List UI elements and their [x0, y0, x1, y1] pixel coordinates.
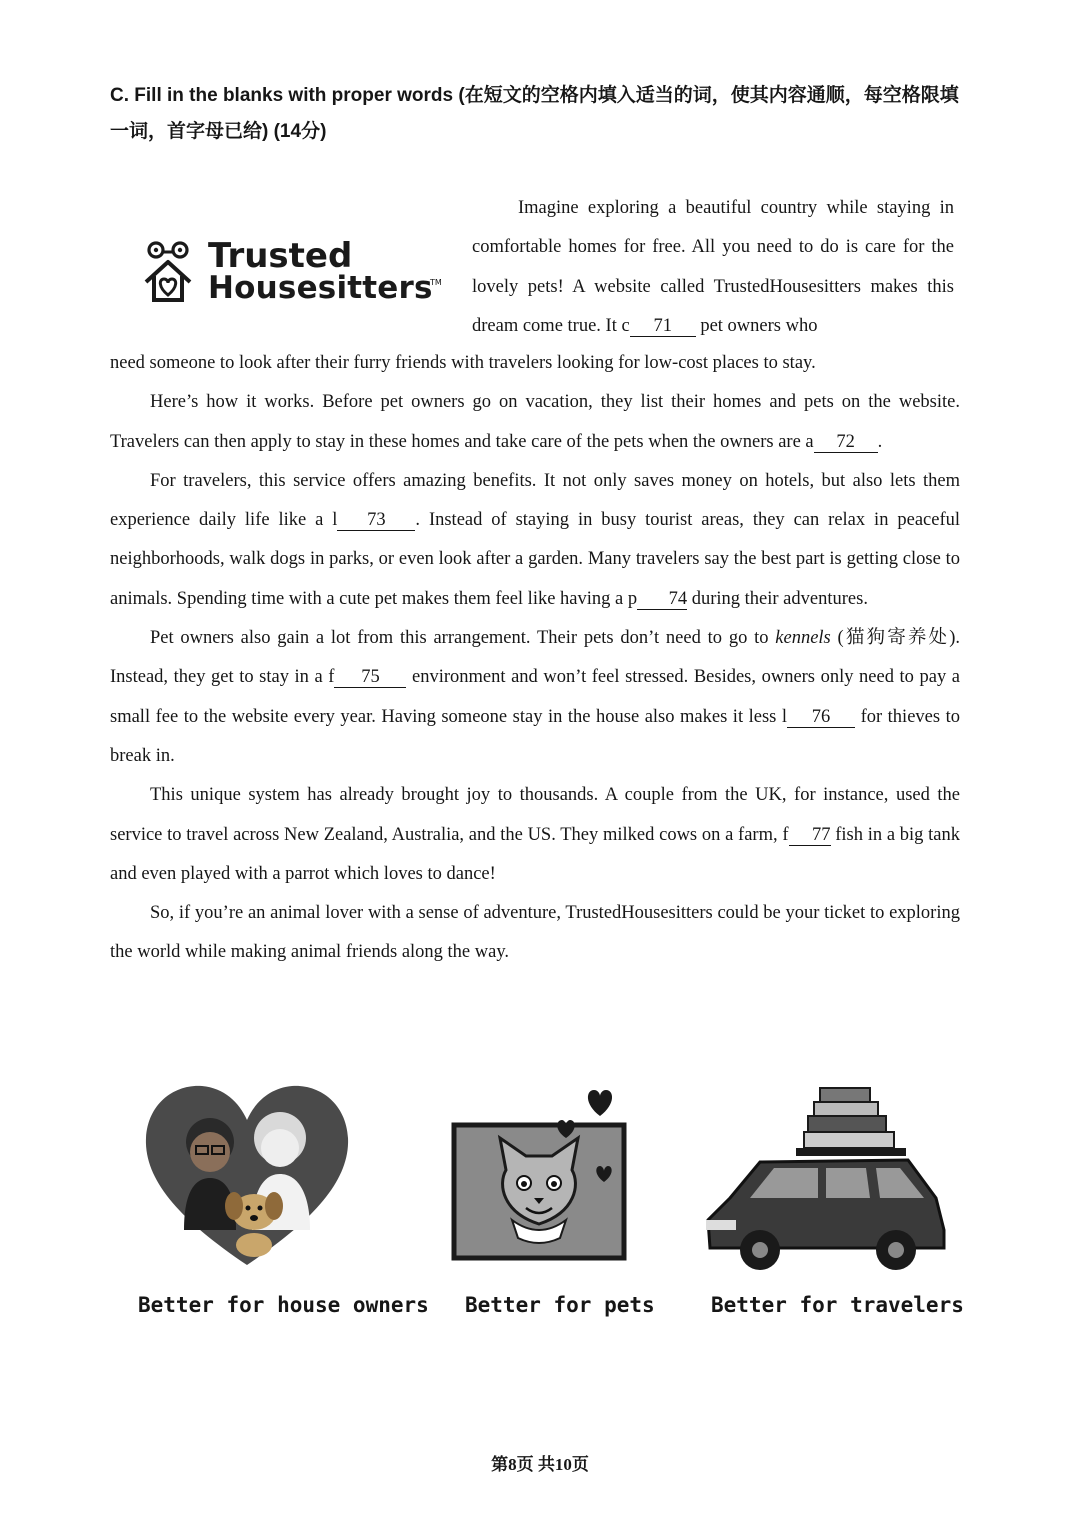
p2-end: . — [877, 431, 883, 452]
blank-74[interactable] — [637, 589, 687, 610]
blank-75-letter: f — [328, 667, 335, 688]
p4-text-4: for thieves to break in. — [110, 706, 960, 766]
logo-trademark: TM — [430, 278, 442, 287]
intro-text: Imagine exploring a beautiful country while staying in comfortable homes for free. All you need to do is care for the lovely pets! A website called TrustedHousesitters makes this dream come true. It — [472, 198, 954, 336]
caption-pets: Better for pets — [465, 1293, 655, 1317]
blank-72-number: 72 — [836, 431, 855, 452]
paragraph-2 — [110, 383, 960, 462]
blank-74-number: 74 — [668, 588, 688, 609]
p5-text-2: fish in a big tank and even played with a parrot which loves to dance! — [110, 824, 961, 884]
p4-text-3: environment and won’t feel stressed. Besides, owners only need to pay a small fee to the website every year. Having someone stay in the house also makes it less — [110, 667, 960, 727]
blank-73[interactable] — [337, 510, 415, 531]
caption-house-owners: Better for house owners — [138, 1293, 429, 1317]
logo-line1: Trusted — [208, 236, 353, 276]
paragraph-3 — [110, 462, 960, 619]
article-body — [110, 344, 960, 973]
p5-text-1: This unique system has already brought joy to thousands. A couple from the UK, for instance, used the service to travel across New Zealand, Australia, and the US. They milked cows on a farm, — [110, 785, 960, 845]
blank-77-number: 77 — [812, 824, 831, 845]
blank-73-number: 73 — [367, 510, 386, 531]
paragraph-5 — [110, 776, 960, 894]
heart-couple-dog-image — [140, 1080, 355, 1270]
blank-72-letter: a — [805, 431, 814, 452]
paragraph-6: So, if you’re an animal lover with a sense of adventure, TrustedHousesitters could be your ticket to exploring the world while making animal friends along the way. — [110, 903, 960, 963]
intro-text-end: pet owners who — [695, 315, 818, 336]
blank-71-number: 71 — [653, 315, 672, 336]
kennels-word: kennels — [775, 628, 831, 649]
blank-73-letter: l — [332, 510, 338, 531]
house-heart-icon — [142, 240, 202, 306]
blank-71[interactable] — [630, 316, 696, 337]
blank-76-letter: l — [781, 706, 788, 727]
p4-text-2: (猫狗寄养处). Instead, they get to stay in a — [110, 628, 960, 688]
paragraph-4 — [110, 619, 960, 776]
blank-74-letter: p — [627, 588, 638, 609]
section-heading: C. Fill in the blanks with proper words (在短文的空格内填入适当的词，使其内容通顺，每空格限填一词，首字母已给) (14分) — [110, 85, 959, 142]
p2-text: Here’s how it works. Before pet owners go on vacation, they list their homes and pets on the website. Travelers can then apply to stay in these homes and take care of the pets when the owners are — [110, 392, 960, 452]
page-number: 第8页 共10页 — [491, 1455, 589, 1474]
blank-77-letter: f — [782, 824, 789, 845]
illustrations — [0, 1075, 1080, 1275]
blank-76-number: 76 — [811, 706, 831, 727]
trusted-housesitters-logo — [142, 236, 442, 312]
paragraph-1-continued: need someone to look after their furry friends with travelers looking for low-cost places to stay. — [110, 353, 816, 373]
blank-72[interactable] — [814, 432, 878, 453]
p3-text-1: For travelers, this service offers amazing benefits. It not only saves money on hotels, but also lets them experience daily life like a — [110, 470, 960, 531]
p3-text-2: . Instead of staying in busy tourist areas, they can relax in peaceful neighborhoods, walk dogs in parks, or even look after a garden. Many travelers say the best part is getting close to animals. Spending time with a cute pet makes them feel like having a — [110, 510, 961, 609]
p3-text-3: during their adventures. — [687, 588, 868, 609]
intro-paragraph — [472, 189, 954, 346]
caption-travelers: Better for travelers — [711, 1293, 964, 1317]
blank-71-letter: c — [621, 315, 630, 336]
blank-76[interactable] — [787, 707, 855, 728]
blank-75-number: 75 — [361, 667, 380, 688]
framed-cat-image — [448, 1080, 633, 1270]
p4-text-1: Pet owners also gain a lot from this arrangement. Their pets don’t need to go to — [150, 628, 776, 649]
blank-77[interactable] — [789, 825, 831, 846]
logo-line2: Housesitters — [208, 270, 433, 306]
car-with-luggage-image — [700, 1080, 950, 1270]
blank-75[interactable] — [334, 667, 406, 688]
